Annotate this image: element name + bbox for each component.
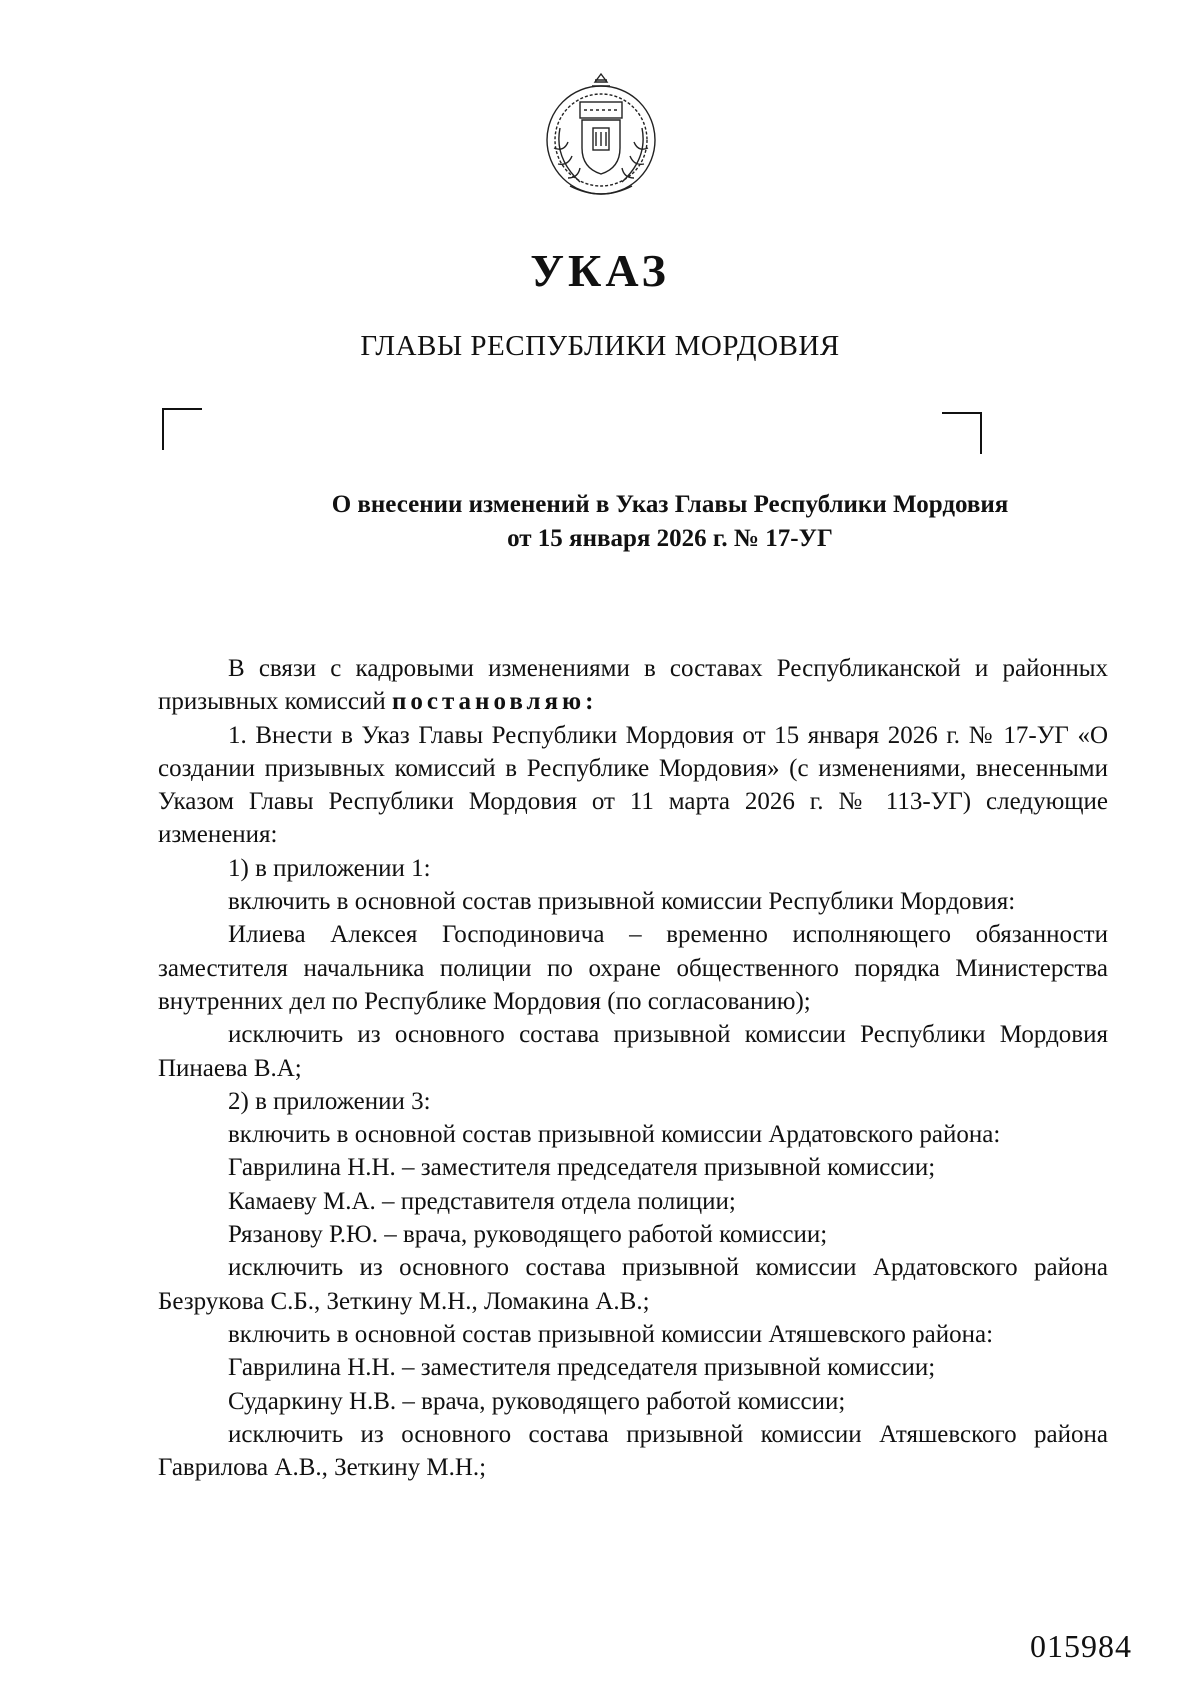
paragraph-5: исключить из основного состава призывной комиссии Республики Мордовия Пинаева В.А;: [158, 1021, 1108, 1082]
paragraph-11: исключить из основного состава призывной комиссии Ардатовского района Безрукова С.Б., Зеткину М.Н., Ломакина А.В.;: [158, 1254, 1108, 1315]
preamble-text: В связи с кадровыми изменениями в составах Республиканской и районных призывных комиссий: [158, 655, 1108, 716]
paragraph-6: 2) в приложении 3:: [228, 1087, 431, 1115]
preamble-paragraph: [158, 652, 1108, 719]
decree-heading-line-2: от 15 января 2026 г. № 17-УГ: [507, 525, 833, 552]
left-corner-mark: [162, 408, 202, 450]
paragraph-13: Гаврилина Н.Н. – заместителя председателя призывной комиссии;: [228, 1354, 936, 1382]
right-corner-mark: [942, 412, 982, 454]
paragraph-1: 1. Внести в Указ Главы Республики Мордовия от 15 января 2026 г. № 17-УГ «О создании призывных комиссий в Республике Мордовия» (с изменениями, внесенными Указом Главы Республики Мордовия от 11 марта 2026 г. № 113-УГ) следующие изменения:: [158, 721, 1108, 849]
paragraph-14: Сударкину Н.В. – врача, руководящего работой комиссии;: [228, 1387, 846, 1415]
page-number: 015984: [1030, 1628, 1132, 1664]
paragraph-10: Рязанову Р.Ю. – врача, руководящего работой комиссии;: [228, 1221, 828, 1249]
decree-heading-line-1: О внесении изменений в Указ Главы Республики Мордовия: [331, 491, 1009, 518]
paragraph-2: 1) в приложении 1:: [228, 854, 431, 882]
decree-heading: [270, 488, 1070, 556]
paragraph-12: включить в основной состав призывной комиссии Атяшевского района:: [228, 1320, 994, 1348]
paragraph-7: включить в основной состав призывной комиссии Ардатовского района:: [228, 1121, 1001, 1149]
decree-word: постановляю:: [391, 688, 598, 716]
document-issuer: ГЛАВЫ РЕСПУБЛИКИ МОРДОВИЯ: [360, 330, 840, 362]
paragraph-3: включить в основной состав призывной комиссии Республики Мордовия:: [228, 888, 1016, 916]
paragraph-4: Илиева Алексея Господиновича – временно исполняющего обязанности заместителя начальника полиции по охране общественного порядка Министерства внутренних дел по Республике Мордовия (по согласованию);: [158, 921, 1108, 1015]
paragraph-8: Гаврилина Н.Н. – заместителя председателя призывной комиссии;: [228, 1154, 936, 1182]
decree-body: [158, 652, 1108, 1484]
paragraph-15: исключить из основного состава призывной комиссии Атяшевского района Гаврилова А.В., Зеткину М.Н.;: [158, 1420, 1108, 1482]
mordovia-coat-of-arms-icon: [540, 68, 662, 200]
document-title: УКАЗ: [530, 245, 670, 296]
paragraph-9: Камаеву М.А. – представителя отдела полиции;: [228, 1187, 736, 1215]
